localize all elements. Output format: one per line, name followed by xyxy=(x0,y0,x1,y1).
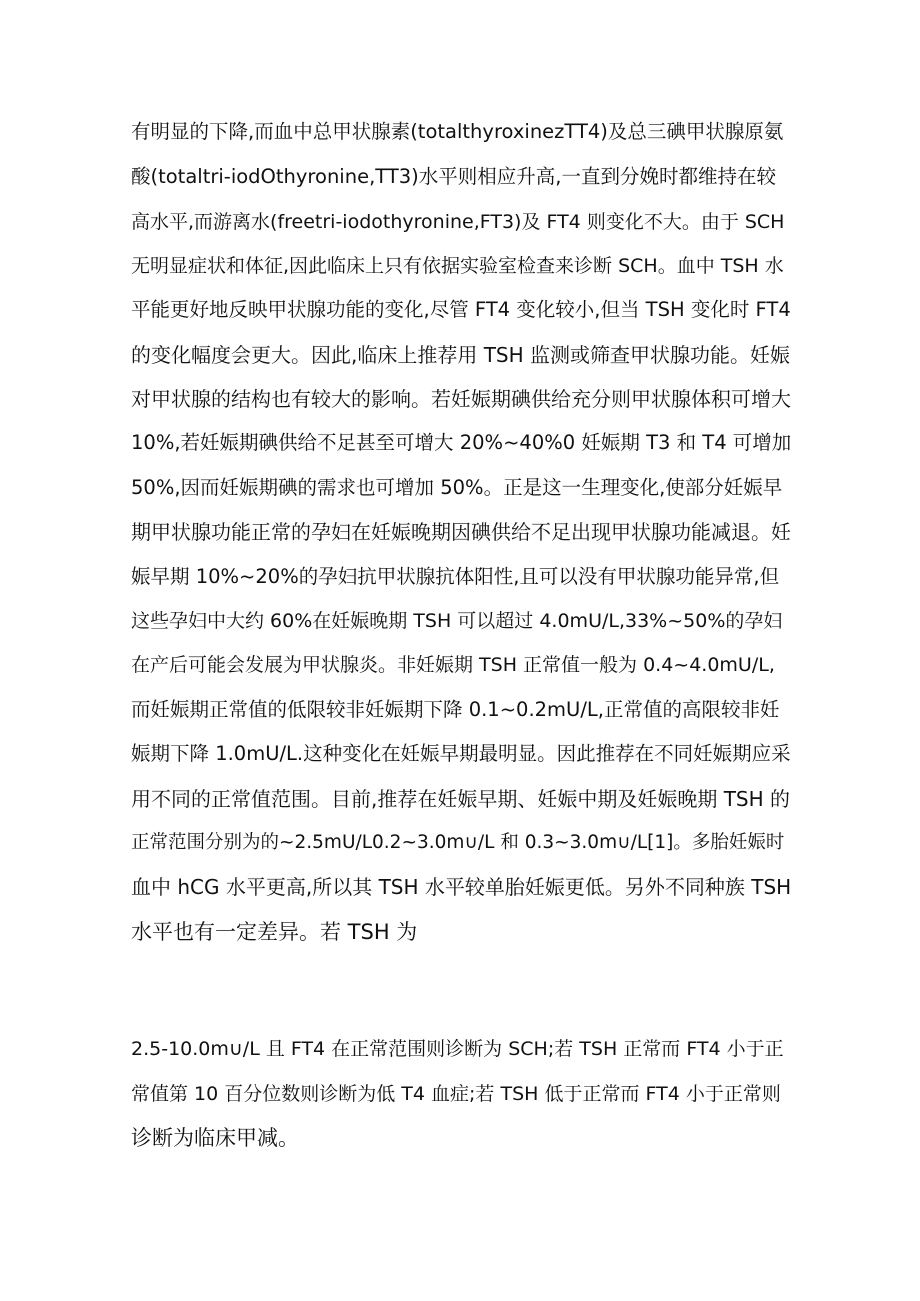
text-line: 水平也有一定差异。若 TSH 为 xyxy=(131,920,418,944)
text-line: 在产后可能会发展为甲状腺炎。非妊娠期 TSH 正常值一般为 0.4~4.0mU/L, xyxy=(131,654,775,676)
text-line: 平能更好地反映甲状腺功能的变化,尽管 FT4 变化较小,但当 TSH 变化时 FT4 xyxy=(131,298,791,321)
text-line: 无明显症状和体征,因此临床上只有依据实验室检查来诊断 SCH。血中 TSH 水 xyxy=(131,255,784,277)
text-line: 10%,若妊娠期碘供给不足甚至可增大 20%~40%0 妊娠期 T3 和 T4 可增加 xyxy=(131,431,792,454)
text-line: 期甲状腺功能正常的孕妇在妊娠晚期因碘供给不足出现甲状腺功能减退。妊 xyxy=(131,520,791,544)
text-line: 正常范围分别为的~2.5mU/L0.2~3.0m∪/L 和 0.3~3.0m∪/L[1]。多胎妊娠时 xyxy=(131,832,785,853)
text-line: 血中 hCG 水平更高,所以其 TSH 水平较单胎妊娠更低。另外不同种族 TSH xyxy=(131,875,792,899)
text-line: 娠期下降 1.0mU/L.这种变化在妊娠早期最明显。因此推荐在不同妊娠期应采 xyxy=(131,742,791,765)
text-line: 2.5-10.0m∪/L 且 FT4 在正常范围则诊断为 SCH;若 TSH 正常而 FT4 小于正 xyxy=(131,1038,784,1060)
text-line: 50%,因而妊娠期碘的需求也可增加 50%。正是这一生理变化,使部分妊娠早 xyxy=(131,476,783,499)
text-line: 常值第 10 百分位数则诊断为低 T4 血症;若 TSH 低于正常而 FT4 小于正常则 xyxy=(131,1083,781,1105)
text-line: 而妊娠期正常值的低限较非妊娠期下降 0.1~0.2mU/L,正常值的高限较非妊 xyxy=(131,698,780,721)
text-line: 这些孕妇中大约 60%在妊娠晚期 TSH 可以超过 4.0mU/L,33%~50%的孕妇 xyxy=(131,610,783,632)
text-line: 娠早期 10%~20%的孕妇抗甲状腺抗体阳性,且可以没有甲状腺功能异常,但 xyxy=(131,565,780,588)
text-line: 酸(totaltri-iodOthyronine,TT3)水平则相应升高,一直到分娩时都维持在较 xyxy=(131,165,776,188)
text-line: 诊断为临床甲减。 xyxy=(131,1126,299,1150)
text-line: 有明显的下降,而血中总甲状腺素(totalthyroxinezTT4)及总三碘甲状腺原氨 xyxy=(131,120,784,143)
text-line: 对甲状腺的结构也有较大的影响。若妊娠期碘供给充分则甲状腺体积可增大 xyxy=(131,387,791,411)
text-line: 用不同的正常值范围。目前,推荐在妊娠早期、妊娠中期及妊娠晚期 TSH 的 xyxy=(131,787,791,811)
text-line: 高水平,而游离水(freetri-iodothyronine,FT3)及 FT4 则变化不大。由于 SCH xyxy=(131,211,785,233)
text-line: 的变化幅度会更大。因此,临床上推荐用 TSH 监测或筛查甲状腺功能。妊娠 xyxy=(131,343,791,367)
